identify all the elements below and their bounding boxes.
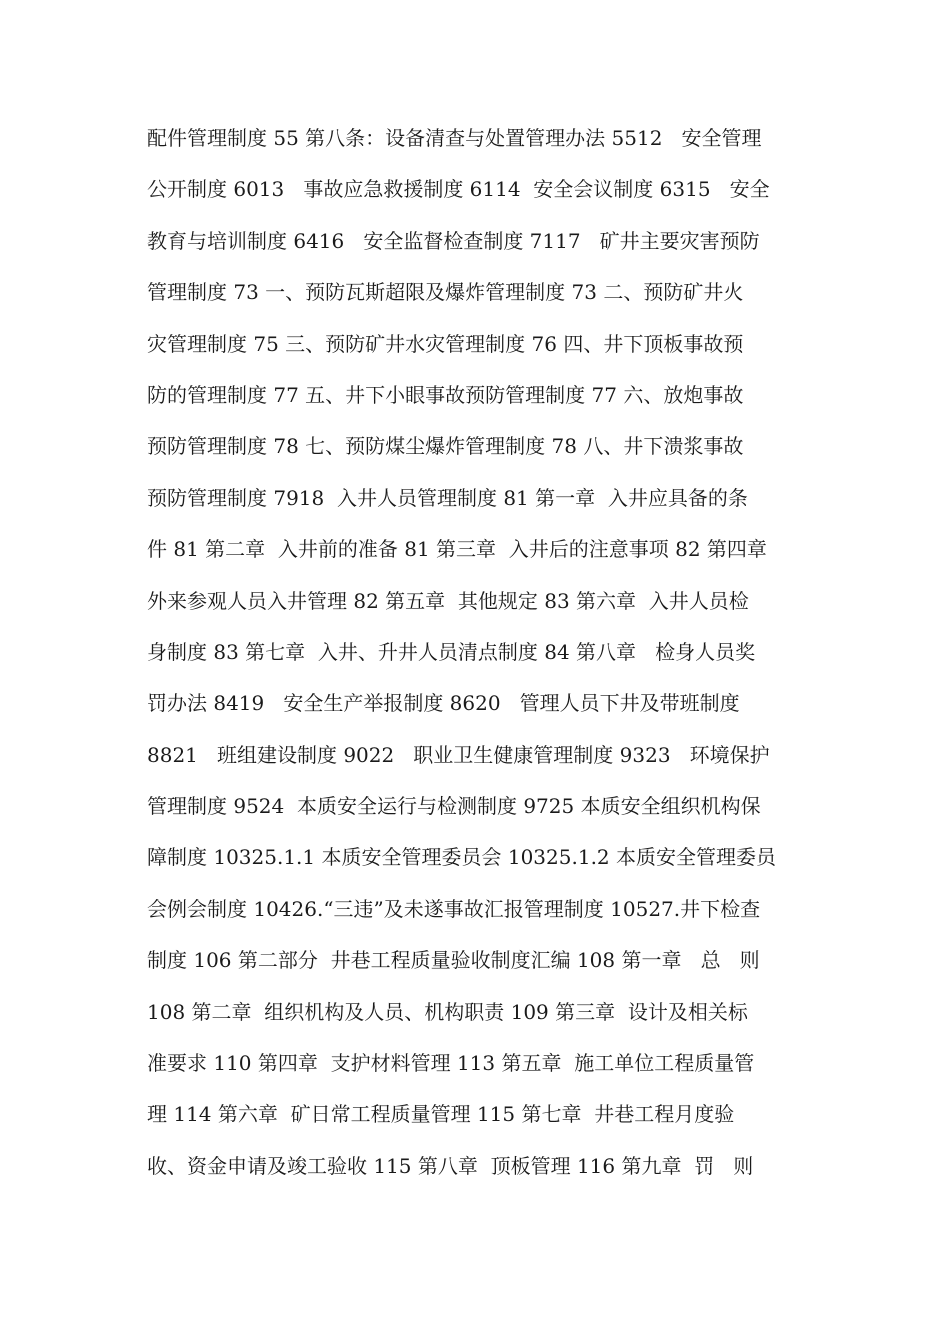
text-line: 外来参观人员入井管理 82 第五章 其他规定 83 第六章 入井人员检 bbox=[147, 588, 749, 613]
text-line: 管理制度 9524 本质安全运行与检测制度 9725 本质安全组织机构保 bbox=[147, 794, 761, 819]
text-line: 教育与培训制度 6416 安全监督检查制度 7117 矿井主要灾害预防 bbox=[147, 228, 760, 253]
text-line: 理 114 第六章 矿日常工程质量管理 115 第七章 井巷工程月度验 bbox=[147, 1102, 735, 1127]
text-line: 障制度 10325.1.1 本质安全管理委员会 10325.1.2 本质安全管理委员 bbox=[147, 845, 777, 870]
text-line: 公开制度 6013 事故应急救援制度 6114 安全会议制度 6315 安全 bbox=[147, 177, 770, 202]
text-line: 准要求 110 第四章 支护材料管理 113 第五章 施工单位工程质量管 bbox=[147, 1051, 755, 1076]
text-line: 108 第二章 组织机构及人员、机构职责 109 第三章 设计及相关标 bbox=[147, 999, 748, 1024]
text-line: 防的管理制度 77 五、井下小眼事故预防管理制度 77 六、放炮事故 bbox=[147, 382, 744, 407]
text-line: 配件管理制度 55 第八条：设备清查与处置管理办法 5512 安全管理 bbox=[147, 126, 762, 150]
text-line: 会例会制度 10426.“三违”及未遂事故汇报管理制度 10527.井下检查 bbox=[147, 896, 761, 921]
text-line: 8821 班组建设制度 9022 职业卫生健康管理制度 9323 环境保护 bbox=[147, 742, 770, 767]
text-line: 预防管理制度 7918 入井人员管理制度 81 第一章 入井应具备的条 bbox=[147, 485, 748, 510]
text-line: 预防管理制度 78 七、预防煤尘爆炸管理制度 78 八、井下溃浆事故 bbox=[147, 434, 744, 459]
text-line: 灾管理制度 75 三、预防矿井水灾管理制度 76 四、井下顶板事故预 bbox=[147, 331, 744, 356]
text-line: 制度 106 第二部分 井巷工程质量验收制度汇编 108 第一章 总 则 bbox=[147, 948, 760, 973]
toc-text-block bbox=[147, 113, 817, 1192]
text-line: 件 81 第二章 入井前的准备 81 第三章 入井后的注意事项 82 第四章 bbox=[147, 537, 767, 562]
text-line: 收、资金申请及竣工验收 115 第八章 顶板管理 116 第九章 罚 则 bbox=[147, 1153, 754, 1178]
text-line: 罚办法 8419 安全生产举报制度 8620 管理人员下井及带班制度 bbox=[147, 691, 740, 716]
text-line: 身制度 83 第七章 入井、升井人员清点制度 84 第八章 检身人员奖 bbox=[147, 639, 756, 664]
text-line: 管理制度 73 一、预防瓦斯超限及爆炸管理制度 73 二、预防矿井火 bbox=[147, 280, 744, 305]
